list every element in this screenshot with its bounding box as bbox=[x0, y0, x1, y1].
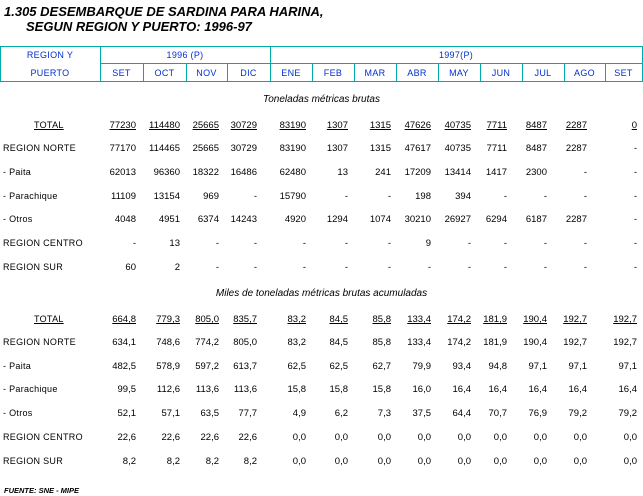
table-cell: 0,0 bbox=[417, 432, 431, 443]
row-label: - Paita bbox=[3, 361, 32, 371]
table-cell: 15,8 bbox=[329, 384, 348, 395]
table-cell: 4920 bbox=[284, 214, 306, 225]
header-month: AGO bbox=[574, 68, 595, 78]
table-cell: 482,5 bbox=[112, 361, 136, 372]
table-cell: 93,4 bbox=[452, 361, 471, 372]
table-cell: - bbox=[302, 238, 306, 249]
table-cell: - bbox=[467, 262, 471, 273]
row-label: REGION CENTRO bbox=[3, 238, 83, 248]
table-cell: 85,8 bbox=[372, 337, 391, 348]
table-cell: 83190 bbox=[279, 120, 306, 131]
table-cell: 805,0 bbox=[233, 337, 257, 348]
table-cell: 57,1 bbox=[161, 408, 180, 419]
table-cell: 52,1 bbox=[117, 408, 136, 419]
table-cell: 2 bbox=[174, 262, 180, 273]
table-cell: 7711 bbox=[486, 120, 507, 131]
table-cell: 664,8 bbox=[112, 314, 136, 325]
table-cell: - bbox=[253, 238, 257, 249]
table-cell: 6374 bbox=[197, 214, 219, 225]
table-cell: 16486 bbox=[230, 167, 257, 178]
row-label: - Paita bbox=[3, 167, 32, 177]
table-cell: 13 bbox=[337, 167, 348, 178]
table-cell: 241 bbox=[375, 167, 391, 178]
table-cell: - bbox=[503, 191, 507, 202]
table-cell: 779,3 bbox=[156, 314, 180, 325]
table-cell: 0,0 bbox=[493, 432, 507, 443]
table-cell: 62,5 bbox=[287, 361, 306, 372]
table-cell: - bbox=[633, 191, 637, 202]
table-cell: 190,4 bbox=[523, 337, 547, 348]
table-cell: 748,6 bbox=[156, 337, 180, 348]
header-month: JUN bbox=[491, 68, 511, 78]
table-cell: - bbox=[387, 191, 391, 202]
header-year-1997: 1997(P) bbox=[438, 50, 474, 60]
table-cell: 0,0 bbox=[377, 456, 391, 467]
table-cell: 1307 bbox=[326, 120, 348, 131]
header-month: NOV bbox=[196, 68, 217, 78]
table-cell: 174,2 bbox=[447, 337, 471, 348]
table-cell: 835,7 bbox=[233, 314, 257, 325]
table-cell: 1417 bbox=[485, 167, 507, 178]
table-cell: 2287 bbox=[565, 120, 587, 131]
header-month: MAR bbox=[364, 68, 386, 78]
section-title-cumulative: Miles de toneladas métricas brutas acumuladas bbox=[215, 288, 428, 299]
table-cell: 37,5 bbox=[412, 408, 431, 419]
row-label: - Otros bbox=[3, 214, 33, 224]
row-label: REGION NORTE bbox=[3, 143, 76, 153]
table-cell: 1307 bbox=[326, 143, 348, 154]
table-cell: 0,0 bbox=[623, 432, 637, 443]
table-cell: 0,0 bbox=[334, 456, 348, 467]
row-label: REGION SUR bbox=[3, 262, 64, 272]
table-cell: - bbox=[583, 238, 587, 249]
table-cell: 133,4 bbox=[407, 337, 431, 348]
table-cell: 83,2 bbox=[287, 337, 306, 348]
table-cell: 2287 bbox=[565, 214, 587, 225]
table-cell: 112,6 bbox=[156, 384, 180, 395]
table-cell: 96360 bbox=[153, 167, 180, 178]
table-cell: 0,0 bbox=[573, 456, 587, 467]
table-cell: 4,9 bbox=[292, 408, 306, 419]
header-month: OCT bbox=[154, 68, 175, 78]
table-cell: - bbox=[302, 262, 306, 273]
table-cell: 192,7 bbox=[613, 337, 637, 348]
table-cell: 0 bbox=[631, 120, 637, 131]
table-header bbox=[0, 46, 643, 82]
table-cell: - bbox=[132, 238, 136, 249]
table-cell: 6,2 bbox=[334, 408, 348, 419]
table-cell: 8487 bbox=[525, 143, 547, 154]
table-cell: - bbox=[215, 262, 219, 273]
table-cell: 2300 bbox=[525, 167, 547, 178]
table-cell: - bbox=[583, 191, 587, 202]
table-cell: 26927 bbox=[444, 214, 471, 225]
table-cell: - bbox=[253, 262, 257, 273]
table-cell: 22,6 bbox=[238, 432, 257, 443]
header-month: DIC bbox=[240, 68, 257, 78]
table-cell: 16,0 bbox=[412, 384, 431, 395]
table-cell: 97,1 bbox=[528, 361, 547, 372]
table-cell: 79,2 bbox=[568, 408, 587, 419]
table-cell: 597,2 bbox=[195, 361, 219, 372]
table-cell: 85,8 bbox=[372, 314, 391, 325]
table-cell: 22,6 bbox=[117, 432, 136, 443]
table-cell: 1294 bbox=[326, 214, 348, 225]
table-cell: 18322 bbox=[192, 167, 219, 178]
row-label: REGION NORTE bbox=[3, 337, 76, 347]
row-label: TOTAL bbox=[34, 314, 64, 324]
table-cell: 15790 bbox=[279, 191, 306, 202]
table-cell: 84,5 bbox=[329, 337, 348, 348]
table-cell: - bbox=[633, 262, 637, 273]
table-cell: 1315 bbox=[369, 120, 391, 131]
table-title-line-2: SEGUN REGION Y PUERTO: 1996-97 bbox=[26, 19, 252, 34]
table-cell: - bbox=[583, 262, 587, 273]
row-label: TOTAL bbox=[34, 120, 64, 130]
header-region-label: REGION Y bbox=[26, 50, 74, 60]
table-cell: 133,4 bbox=[407, 314, 431, 325]
table-cell: 14243 bbox=[230, 214, 257, 225]
table-cell: 47626 bbox=[404, 120, 431, 131]
table-cell: 13 bbox=[169, 238, 180, 249]
table-cell: 0,0 bbox=[457, 432, 471, 443]
table-cell: 62,5 bbox=[329, 361, 348, 372]
table-cell: 25665 bbox=[192, 143, 219, 154]
table-cell: 113,6 bbox=[233, 384, 257, 395]
table-cell: 70,7 bbox=[488, 408, 507, 419]
table-cell: - bbox=[633, 214, 637, 225]
table-cell: 6294 bbox=[485, 214, 507, 225]
table-cell: 17209 bbox=[404, 167, 431, 178]
table-cell: 60 bbox=[125, 262, 136, 273]
row-label: REGION SUR bbox=[3, 456, 64, 466]
table-cell: - bbox=[503, 262, 507, 273]
table-cell: - bbox=[633, 143, 637, 154]
table-cell: 113,6 bbox=[195, 384, 219, 395]
table-cell: 9 bbox=[425, 238, 431, 249]
table-cell: 40735 bbox=[444, 143, 471, 154]
table-cell: 114465 bbox=[149, 143, 180, 154]
table-cell: 0,0 bbox=[493, 456, 507, 467]
table-cell: 192,7 bbox=[563, 314, 587, 325]
table-cell: 8,2 bbox=[243, 456, 257, 467]
table-cell: 77170 bbox=[109, 143, 136, 154]
header-month: ABR bbox=[407, 68, 427, 78]
table-cell: 6187 bbox=[525, 214, 547, 225]
table-cell: - bbox=[633, 167, 637, 178]
table-cell: - bbox=[215, 238, 219, 249]
table-cell: 192,7 bbox=[563, 337, 587, 348]
table-cell: - bbox=[633, 238, 637, 249]
table-cell: 174,2 bbox=[447, 314, 471, 325]
table-cell: 22,6 bbox=[200, 432, 219, 443]
table-cell: 97,1 bbox=[568, 361, 587, 372]
table-cell: 0,0 bbox=[292, 432, 306, 443]
table-cell: 79,2 bbox=[618, 408, 637, 419]
table-cell: - bbox=[344, 238, 348, 249]
table-cell: 0,0 bbox=[533, 456, 547, 467]
header-month: JUL bbox=[534, 68, 552, 78]
table-cell: 4048 bbox=[114, 214, 136, 225]
table-cell: 198 bbox=[415, 191, 431, 202]
table-cell: 16,4 bbox=[528, 384, 547, 395]
table-cell: 64,4 bbox=[452, 408, 471, 419]
header-month: ENE bbox=[281, 68, 301, 78]
table-cell: 0,0 bbox=[334, 432, 348, 443]
table-cell: 62013 bbox=[109, 167, 136, 178]
table-cell: 83,2 bbox=[287, 314, 306, 325]
table-cell: 13154 bbox=[153, 191, 180, 202]
table-cell: 0,0 bbox=[377, 432, 391, 443]
table-cell: 805,0 bbox=[195, 314, 219, 325]
table-cell: 0,0 bbox=[292, 456, 306, 467]
table-cell: 40735 bbox=[444, 120, 471, 131]
table-cell: - bbox=[387, 238, 391, 249]
table-cell: 1315 bbox=[369, 143, 391, 154]
row-label: - Parachique bbox=[3, 191, 58, 201]
table-cell: - bbox=[253, 191, 257, 202]
table-cell: 8,2 bbox=[166, 456, 180, 467]
header-month: SET bbox=[614, 68, 633, 78]
table-cell: 0,0 bbox=[533, 432, 547, 443]
table-cell: 15,8 bbox=[372, 384, 391, 395]
table-cell: 63,5 bbox=[200, 408, 219, 419]
table-cell: - bbox=[387, 262, 391, 273]
table-cell: - bbox=[543, 262, 547, 273]
table-cell: 97,1 bbox=[618, 361, 637, 372]
table-cell: - bbox=[503, 238, 507, 249]
header-month: SET bbox=[112, 68, 131, 78]
table-cell: 13414 bbox=[444, 167, 471, 178]
table-cell: 76,9 bbox=[528, 408, 547, 419]
table-cell: 613,7 bbox=[233, 361, 257, 372]
table-cell: 634,1 bbox=[112, 337, 136, 348]
table-cell: 16,4 bbox=[568, 384, 587, 395]
header-month: MAY bbox=[449, 68, 469, 78]
table-cell: 114480 bbox=[149, 120, 180, 131]
table-cell: 7,3 bbox=[377, 408, 391, 419]
table-cell: 22,6 bbox=[161, 432, 180, 443]
table-cell: 30729 bbox=[230, 120, 257, 131]
table-cell: 190,4 bbox=[523, 314, 547, 325]
table-cell: 47617 bbox=[404, 143, 431, 154]
table-cell: - bbox=[344, 262, 348, 273]
table-cell: 84,5 bbox=[329, 314, 348, 325]
table-cell: 79,9 bbox=[412, 361, 431, 372]
table-cell: 83190 bbox=[279, 143, 306, 154]
table-title-line-1: 1.305 DESEMBARQUE DE SARDINA PARA HARINA, bbox=[4, 4, 324, 19]
table-cell: - bbox=[467, 238, 471, 249]
row-label: REGION CENTRO bbox=[3, 432, 83, 442]
table-cell: 8487 bbox=[525, 120, 547, 131]
table-cell: 16,4 bbox=[452, 384, 471, 395]
table-cell: 4951 bbox=[158, 214, 180, 225]
table-cell: 30729 bbox=[230, 143, 257, 154]
table-cell: 7711 bbox=[486, 143, 507, 154]
source-note: FUENTE: SNE - MIPE bbox=[4, 486, 80, 495]
row-label: - Otros bbox=[3, 408, 33, 418]
table-cell: - bbox=[427, 262, 431, 273]
table-cell: 77,7 bbox=[238, 408, 257, 419]
table-cell: 94,8 bbox=[488, 361, 507, 372]
table-cell: 25665 bbox=[192, 120, 219, 131]
section-title-tons: Toneladas métricas brutas bbox=[263, 94, 380, 105]
header-month: FEB bbox=[323, 68, 343, 78]
table-cell: 15,8 bbox=[287, 384, 306, 395]
table-cell: 192,7 bbox=[613, 314, 637, 325]
table-cell: 2287 bbox=[565, 143, 587, 154]
table-cell: - bbox=[543, 191, 547, 202]
table-cell: - bbox=[583, 167, 587, 178]
table-cell: - bbox=[344, 191, 348, 202]
table-cell: 578,9 bbox=[156, 361, 180, 372]
row-label: - Parachique bbox=[3, 384, 58, 394]
table-cell: 1074 bbox=[369, 214, 391, 225]
table-cell: 8,2 bbox=[205, 456, 219, 467]
table-cell: 181,9 bbox=[483, 337, 507, 348]
table-cell: 394 bbox=[455, 191, 471, 202]
table-cell: 77230 bbox=[109, 120, 136, 131]
table-cell: 969 bbox=[203, 191, 219, 202]
table-cell: 0,0 bbox=[623, 456, 637, 467]
table-cell: 0,0 bbox=[457, 456, 471, 467]
table-cell: 16,4 bbox=[618, 384, 637, 395]
table-cell: 11109 bbox=[110, 191, 136, 202]
table-cell: 16,4 bbox=[488, 384, 507, 395]
table-cell: 30210 bbox=[404, 214, 431, 225]
table-cell: 8,2 bbox=[122, 456, 136, 467]
header-puerto-label: PUERTO bbox=[30, 68, 70, 78]
table-cell: 181,9 bbox=[483, 314, 507, 325]
header-year-1996: 1996 (P) bbox=[166, 50, 204, 60]
table-cell: 0,0 bbox=[573, 432, 587, 443]
table-cell: 99,5 bbox=[117, 384, 136, 395]
table-cell: 774,2 bbox=[195, 337, 219, 348]
table-cell: 62480 bbox=[279, 167, 306, 178]
table-cell: 62,7 bbox=[372, 361, 391, 372]
table-cell: - bbox=[543, 238, 547, 249]
table-cell: 0,0 bbox=[417, 456, 431, 467]
